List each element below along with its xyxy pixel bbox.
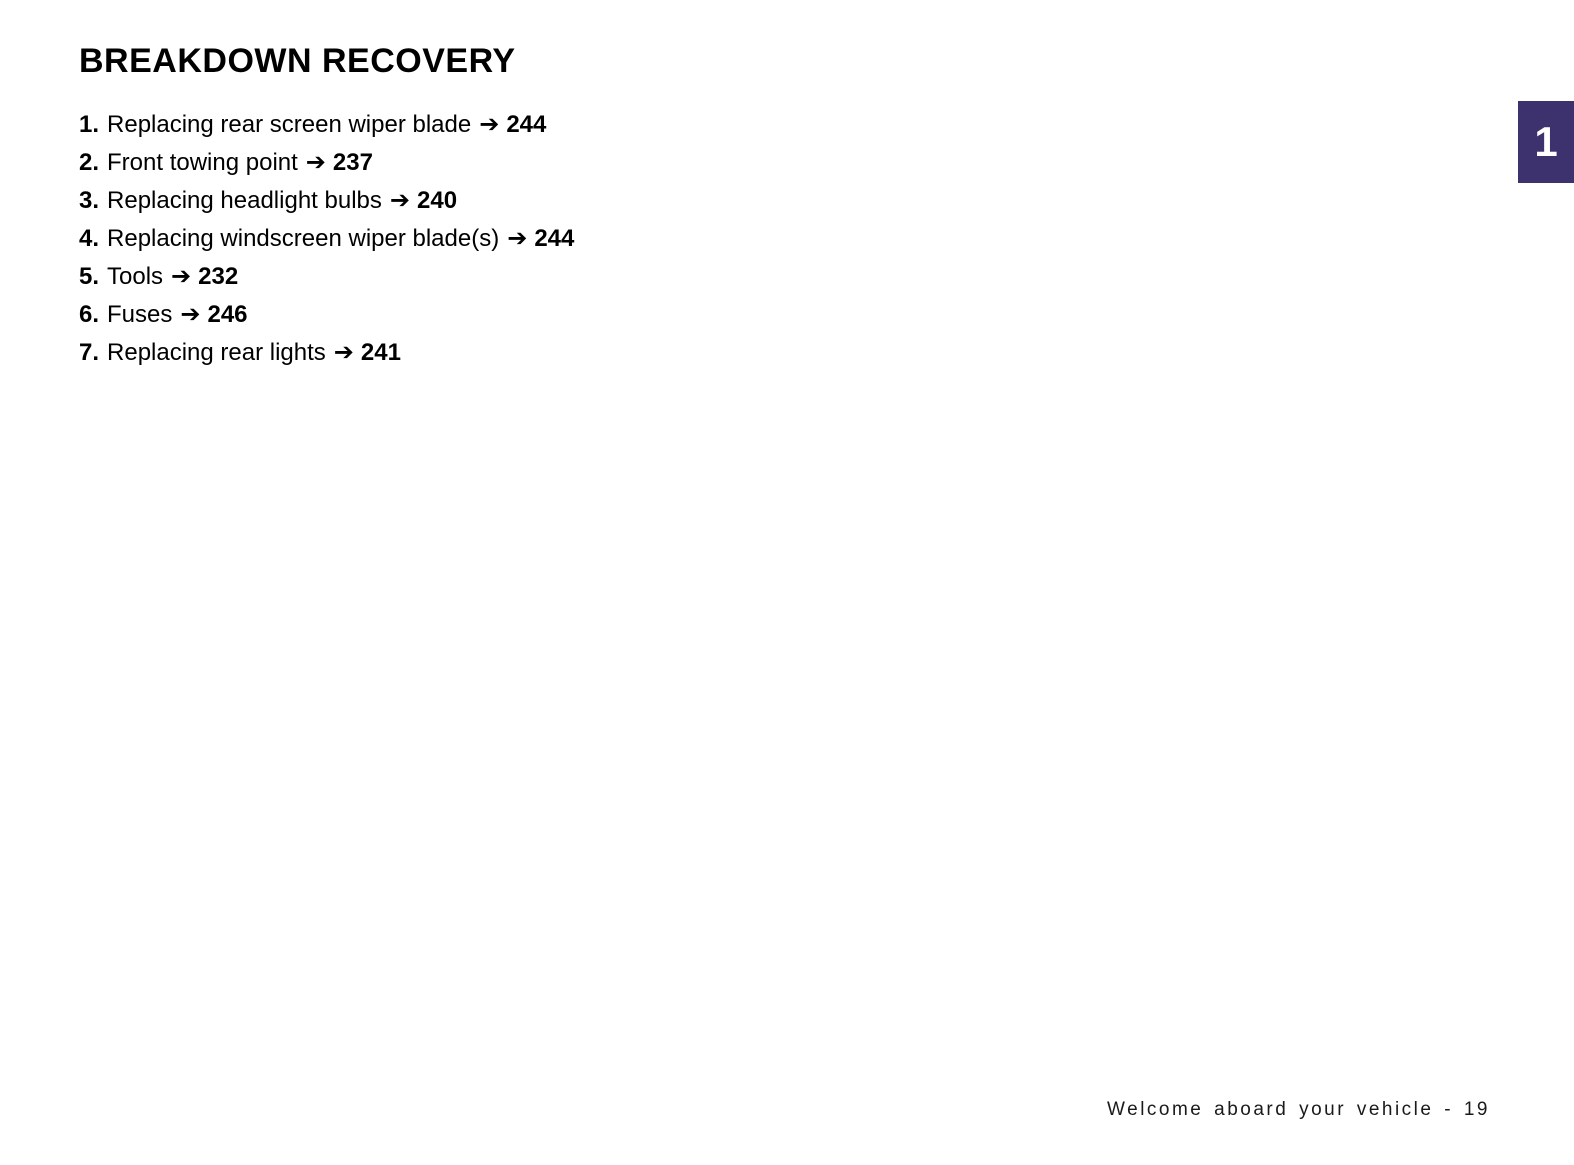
item-label: Replacing rear lights [107,339,326,366]
arrow-right-icon: ➔ [507,225,528,252]
page-reference-link[interactable] [507,225,574,252]
arrow-right-icon: ➔ [333,339,354,366]
page-reference-link[interactable] [479,111,546,138]
page-number: 240 [417,187,458,214]
arrow-right-icon: ➔ [389,187,410,214]
arrow-right-icon: ➔ [305,149,326,176]
arrow-right-icon: ➔ [479,111,500,138]
contents-list [79,106,574,372]
item-number: 3. [79,187,100,214]
item-number: 5. [79,263,100,290]
page-reference-link[interactable] [306,149,373,176]
item-number: 2. [79,149,100,176]
item-number: 7. [79,339,100,366]
item-label: Replacing windscreen wiper blade(s) [107,225,500,252]
item-number: 4. [79,225,100,252]
item-label: Fuses [107,301,173,328]
list-item [79,144,574,182]
page-reference-link[interactable] [334,339,401,366]
page-number: 246 [207,301,248,328]
page-number: 237 [332,149,373,176]
page-reference-link[interactable] [171,263,238,290]
page-reference-link[interactable] [390,187,457,214]
item-label: Tools [107,263,164,290]
page-number: 244 [506,111,547,138]
item-label: Replacing rear screen wiper blade [107,111,472,138]
page-footer: Welcome aboard your vehicle - 19 [1107,1099,1490,1120]
item-number: 1. [79,111,100,138]
arrow-right-icon: ➔ [171,263,192,290]
page-number: 241 [360,339,401,366]
list-item [79,296,574,334]
page-title: BREAKDOWN RECOVERY [79,42,516,80]
list-item [79,258,574,296]
arrow-right-icon: ➔ [180,301,201,328]
item-label: Replacing headlight bulbs [107,187,382,214]
list-item [79,334,574,372]
item-number: 6. [79,301,100,328]
section-tab-number: 1 [1534,118,1558,165]
list-item [79,106,574,144]
page-number: 232 [198,263,239,290]
page-number: 244 [534,225,575,252]
list-item [79,220,574,258]
section-tab [1518,101,1574,183]
item-label: Front towing point [107,149,298,176]
list-item [79,182,574,220]
page-reference-link[interactable] [180,301,247,328]
